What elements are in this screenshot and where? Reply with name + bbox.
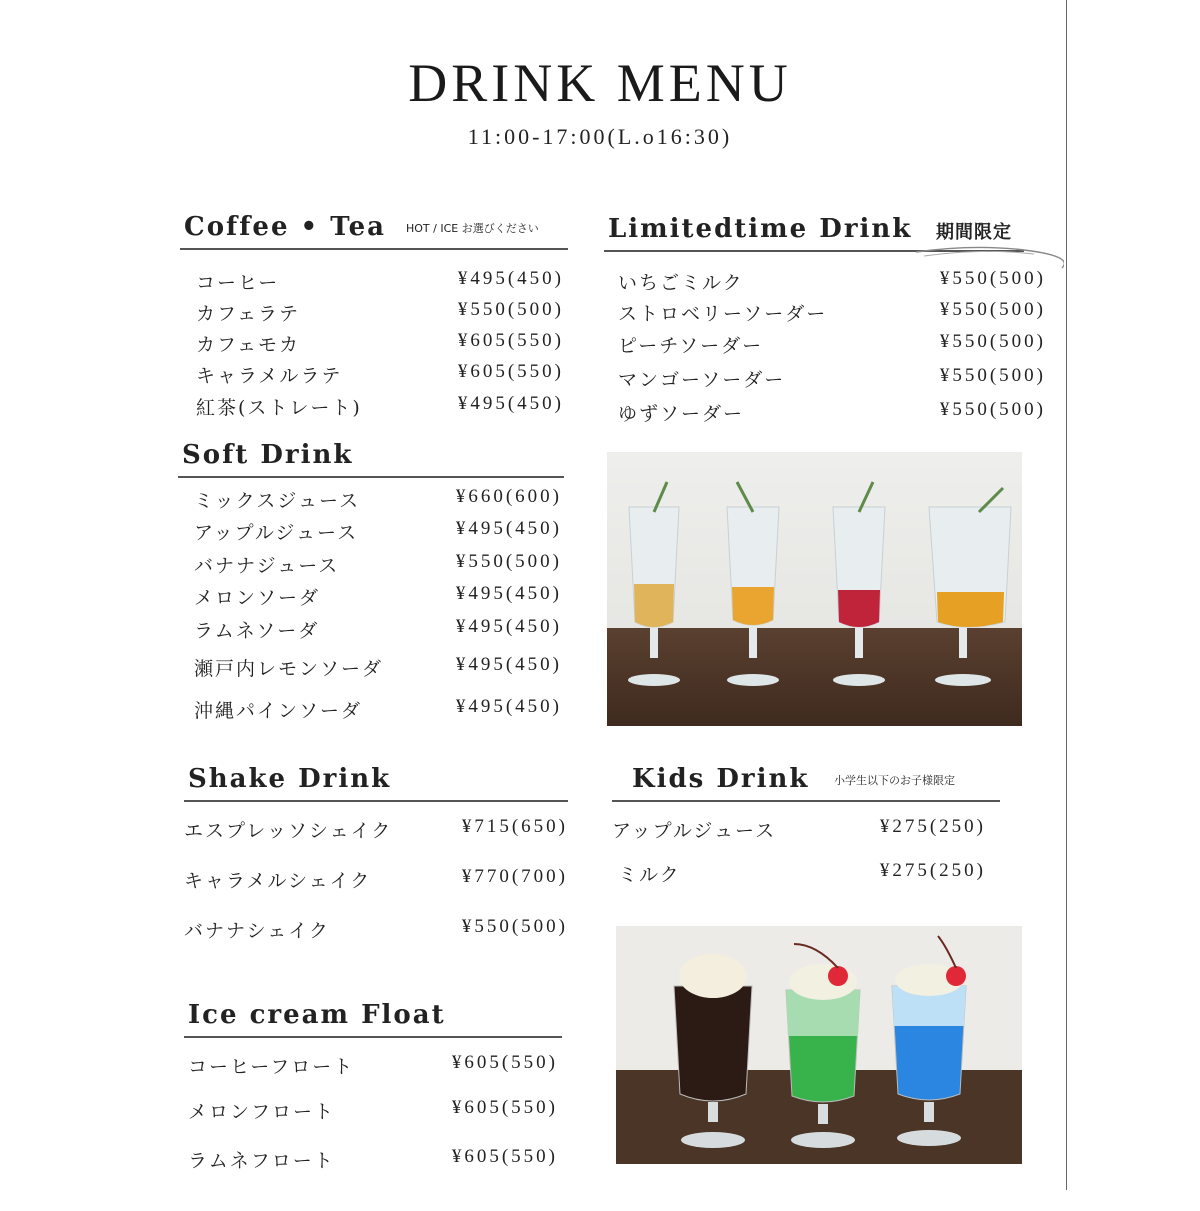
item-name: キャラメルシェイク: [184, 870, 372, 892]
item-name: 瀬戸内レモンソーダ: [194, 658, 384, 680]
item-price: ¥550(500): [461, 916, 568, 937]
item-price: ¥605(550): [457, 330, 564, 351]
item-name: 紅茶(ストレート): [196, 397, 362, 419]
item-price: ¥550(500): [939, 399, 1046, 420]
item-name: マンゴーソーダー: [618, 369, 786, 391]
item-price: ¥660(600): [455, 486, 562, 507]
section-title: Limitedtime Drink: [608, 214, 913, 244]
item-price: ¥275(250): [879, 816, 986, 837]
page-edge-line: [1066, 0, 1067, 1190]
item-price: ¥495(450): [455, 696, 562, 717]
item-price: ¥550(500): [455, 551, 562, 572]
item-name: カフェモカ: [196, 334, 301, 356]
item-price: ¥550(500): [939, 299, 1046, 320]
item-name: ストロベリーソーダー: [618, 303, 828, 325]
section-header: [178, 436, 564, 478]
section-header: [184, 996, 562, 1038]
item-name: コーヒー: [196, 272, 280, 294]
item-price: ¥550(500): [939, 365, 1046, 386]
item-name: ラムネソーダ: [194, 620, 320, 642]
item-name: バナナシェイク: [184, 920, 330, 942]
menu-title: DRINK MENU: [408, 53, 792, 113]
item-name: ピーチソーダー: [618, 335, 764, 357]
section-header: [612, 758, 1000, 802]
opening-hours: 11:00-17:00(L.o16:30): [467, 124, 733, 149]
item-price: ¥275(250): [879, 860, 986, 881]
item-name: ゆずソーダー: [618, 403, 745, 425]
item-name: ラムネフロート: [188, 1150, 335, 1172]
item-price: ¥770(700): [461, 866, 568, 887]
item-price: ¥495(450): [455, 616, 562, 637]
item-name: ミルク: [618, 864, 681, 886]
item-name: メロンフロート: [188, 1101, 336, 1123]
item-price: ¥495(450): [455, 583, 562, 604]
section-ice-cream-float: [184, 996, 562, 1176]
item-name: アップルジュース: [612, 820, 777, 842]
item-price: ¥495(450): [457, 268, 564, 289]
item-price: ¥495(450): [455, 518, 562, 539]
item-name: アップルジュース: [194, 522, 359, 544]
section-limited-drink: [604, 210, 1050, 425]
section-coffee-tea: [180, 208, 568, 423]
item-name: 沖縄パインソーダ: [194, 700, 363, 722]
section-title: Shake Drink: [188, 764, 392, 794]
section-title: Ice cream Float: [188, 1000, 446, 1030]
item-name: キャラメルラテ: [196, 365, 343, 387]
section-note: HOT / ICE お選びください: [406, 222, 539, 235]
item-price: ¥550(500): [939, 268, 1046, 289]
section-soft-drink: [178, 436, 564, 726]
soda-drinks-photo: [607, 452, 1022, 726]
brush-stroke-decoration: [914, 240, 1064, 270]
section-header: [184, 760, 568, 802]
item-name: いちごミルク: [618, 272, 744, 294]
item-name: ミックスジュース: [194, 490, 361, 512]
item-name: コーヒーフロート: [188, 1056, 355, 1078]
section-title: Coffee • Tea: [184, 212, 386, 242]
ice-cream-float-photo: [616, 926, 1022, 1164]
item-price: ¥495(450): [455, 654, 562, 675]
section-shake-drink: [184, 760, 568, 950]
item-name: メロンソーダ: [194, 587, 321, 609]
section-title: Kids Drink: [632, 764, 810, 794]
item-price: ¥605(550): [451, 1146, 558, 1167]
item-price: ¥605(550): [451, 1052, 558, 1073]
limited-time-badge: 期間限定: [936, 222, 1012, 243]
item-price: ¥550(500): [939, 331, 1046, 352]
section-note: 小学生以下のお子様限定: [834, 774, 955, 787]
item-name: カフェラテ: [196, 303, 301, 325]
item-price: ¥495(450): [457, 393, 564, 414]
item-name: バナナジュース: [194, 555, 340, 577]
section-kids-drink: [612, 758, 1000, 888]
item-price: ¥550(500): [457, 299, 564, 320]
item-price: ¥605(550): [451, 1097, 558, 1118]
section-header: [180, 208, 568, 250]
section-title: Soft Drink: [182, 440, 354, 470]
item-price: ¥605(550): [457, 361, 564, 382]
item-name: エスプレッソシェイク: [184, 820, 393, 842]
item-price: ¥715(650): [461, 816, 568, 837]
